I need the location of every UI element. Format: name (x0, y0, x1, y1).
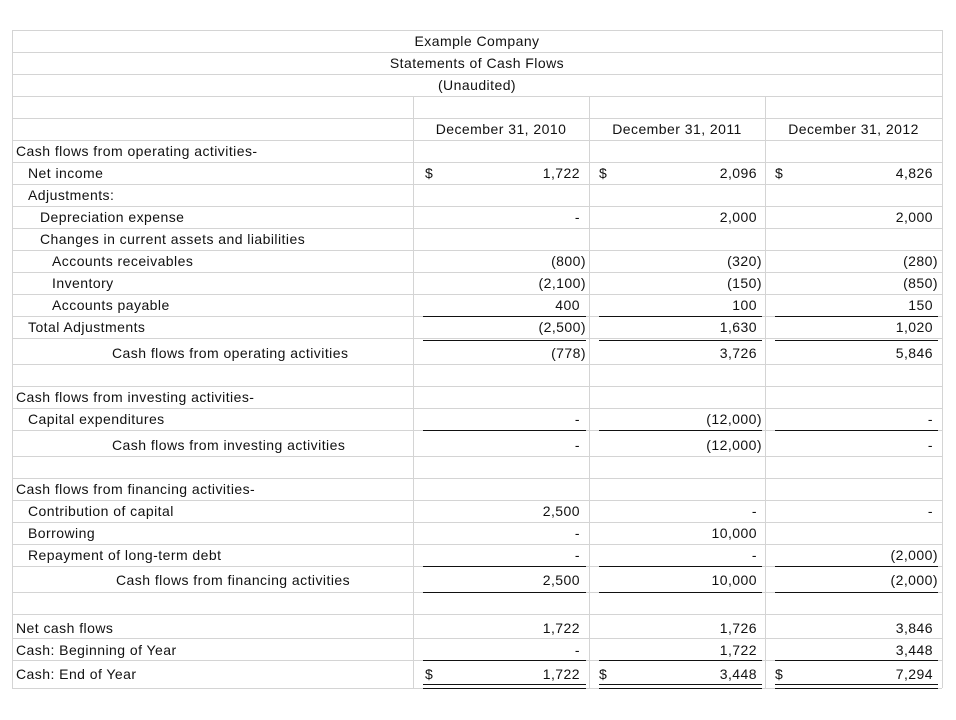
value-depreciation-2011: 2,000 (719, 209, 757, 225)
grid-row-line (12, 338, 942, 339)
grid-row-line (12, 272, 942, 273)
subtotal-underline (423, 340, 586, 341)
row-label-cash-end: Cash: End of Year (16, 666, 137, 682)
currency-symbol: $ (599, 666, 608, 682)
value-cash-beginning-2012: 3,448 (895, 642, 933, 658)
value-payable-2012: 150 (908, 297, 933, 313)
value-investing-total-2011: (12,000) (706, 437, 762, 453)
currency-symbol: $ (599, 165, 608, 181)
grid-row-line (12, 228, 942, 229)
company-name: Example Company (414, 33, 540, 49)
value-inventory-2010: (2,100) (538, 275, 586, 291)
subtotal-underline (423, 566, 586, 567)
statement-title: Statements of Cash Flows (389, 55, 565, 71)
row-label-borrowing: Borrowing (28, 525, 96, 541)
grid-row-line (12, 118, 942, 119)
value-inventory-2011: (150) (727, 275, 762, 291)
grid-row-line (12, 456, 942, 457)
value-net-income-2012: 4,826 (895, 165, 933, 181)
subtotal-underline (423, 430, 586, 431)
subtotal-underline (775, 592, 938, 593)
value-investing-total-2010: - (574, 437, 580, 453)
grid-row-line (12, 140, 942, 141)
grid-row-line (12, 638, 942, 639)
value-cash-end-2010: 1,722 (542, 666, 580, 682)
grid-row-line (12, 206, 942, 207)
value-depreciation-2010: - (574, 209, 580, 225)
value-operating-total-2012: 5,846 (895, 345, 933, 361)
subtotal-underline (423, 660, 586, 661)
currency-symbol: $ (775, 666, 784, 682)
value-cash-beginning-2010: - (574, 642, 580, 658)
subtotal-underline (599, 316, 762, 317)
adjustments-label: Adjustments: (28, 187, 115, 203)
grid-row-line (12, 250, 942, 251)
grid-right-border (942, 30, 943, 688)
row-label-cash-beginning: Cash: Beginning of Year (16, 642, 177, 658)
subtotal-underline (775, 566, 938, 567)
subtotal-underline (775, 660, 938, 661)
value-net-cash-flows-2012: 3,846 (895, 620, 933, 636)
subtotal-underline (599, 340, 762, 341)
grid-row-line (12, 74, 942, 75)
currency-symbol: $ (425, 666, 434, 682)
grid-row-line (12, 294, 942, 295)
value-net-cash-flows-2011: 1,726 (719, 620, 757, 636)
subtotal-underline (423, 592, 586, 593)
value-total-adjustments-2010: (2,500) (538, 319, 586, 335)
value-operating-total-2010: (778) (551, 345, 586, 361)
row-label-capex: Capital expenditures (28, 411, 165, 427)
row-label-investing-total: Cash flows from investing activities (112, 437, 346, 453)
value-total-adjustments-2011: 1,630 (719, 319, 757, 335)
total-double-underline (599, 684, 762, 689)
value-repayment-2012: (2,000) (890, 547, 938, 563)
value-investing-total-2012: - (927, 437, 933, 453)
value-repayment-2010: - (574, 547, 580, 563)
investing-section-title: Cash flows from investing activities- (16, 389, 255, 405)
value-financing-total-2010: 2,500 (542, 572, 580, 588)
grid-row-line (12, 386, 942, 387)
currency-symbol: $ (425, 165, 434, 181)
value-capex-2012: - (927, 411, 933, 427)
subtotal-underline (423, 316, 586, 317)
value-repayment-2011: - (751, 547, 757, 563)
value-contribution-2012: - (927, 503, 933, 519)
row-label-total-adjustments: Total Adjustments (28, 319, 146, 335)
column-header-2011: December 31, 2011 (612, 121, 742, 137)
value-receivables-2010: (800) (551, 253, 586, 269)
grid-row-line (12, 408, 942, 409)
row-label-contribution: Contribution of capital (28, 503, 174, 519)
subtotal-underline (599, 566, 762, 567)
grid-row-line (12, 30, 942, 31)
value-receivables-2011: (320) (727, 253, 762, 269)
value-capex-2010: - (574, 411, 580, 427)
unaudited-note: (Unaudited) (437, 77, 517, 93)
row-label-receivables: Accounts receivables (52, 253, 194, 269)
value-cash-end-2011: 3,448 (719, 666, 757, 682)
row-label-inventory: Inventory (52, 275, 114, 291)
financing-section-title: Cash flows from financing activities- (16, 481, 256, 497)
value-contribution-2010: 2,500 (542, 503, 580, 519)
grid-row-line (12, 162, 942, 163)
grid-row-line (12, 52, 942, 53)
subtotal-underline (599, 660, 762, 661)
value-payable-2011: 100 (732, 297, 757, 313)
grid-row-line (12, 478, 942, 479)
value-depreciation-2012: 2,000 (895, 209, 933, 225)
grid-row-line (12, 544, 942, 545)
row-label-net-cash-flows: Net cash flows (16, 620, 114, 636)
total-double-underline (423, 684, 586, 689)
changes-label: Changes in current assets and liabilities (40, 231, 306, 247)
grid-row-line (12, 522, 942, 523)
row-label-operating-total: Cash flows from operating activities (112, 345, 349, 361)
subtotal-underline (775, 316, 938, 317)
value-net-income-2010: 1,722 (542, 165, 580, 181)
column-header-2010: December 31, 2010 (435, 121, 567, 137)
value-financing-total-2012: (2,000) (890, 572, 938, 588)
total-double-underline (775, 684, 938, 689)
subtotal-underline (775, 430, 938, 431)
value-inventory-2012: (850) (903, 275, 938, 291)
subtotal-underline (775, 340, 938, 341)
value-cash-beginning-2011: 1,722 (719, 642, 757, 658)
grid-left-border (12, 30, 13, 688)
value-total-adjustments-2012: 1,020 (895, 319, 933, 335)
row-label-depreciation: Depreciation expense (40, 209, 185, 225)
value-borrowing-2010: - (574, 525, 580, 541)
grid-row-line (12, 184, 942, 185)
value-borrowing-2011: 10,000 (711, 525, 757, 541)
value-net-cash-flows-2010: 1,722 (542, 620, 580, 636)
value-cash-end-2012: 7,294 (895, 666, 933, 682)
currency-symbol: $ (775, 165, 784, 181)
value-financing-total-2011: 10,000 (711, 572, 757, 588)
subtotal-underline (599, 592, 762, 593)
operating-section-title: Cash flows from operating activities- (16, 143, 258, 159)
row-label-repayment: Repayment of long-term debt (28, 547, 222, 563)
column-header-2012: December 31, 2012 (788, 121, 919, 137)
grid-row-line (12, 500, 942, 501)
grid-row-line (12, 614, 942, 615)
row-label-payable: Accounts payable (52, 297, 170, 313)
grid-row-line (12, 96, 942, 97)
value-payable-2010: 400 (555, 297, 580, 313)
subtotal-underline (599, 430, 762, 431)
value-capex-2011: (12,000) (706, 411, 762, 427)
row-label-financing-total: Cash flows from financing activities (116, 572, 351, 588)
grid-row-line (12, 364, 942, 365)
row-label-net-income: Net income (28, 165, 104, 181)
value-operating-total-2011: 3,726 (719, 345, 757, 361)
value-net-income-2011: 2,096 (719, 165, 757, 181)
value-contribution-2011: - (751, 503, 757, 519)
value-receivables-2012: (280) (903, 253, 938, 269)
